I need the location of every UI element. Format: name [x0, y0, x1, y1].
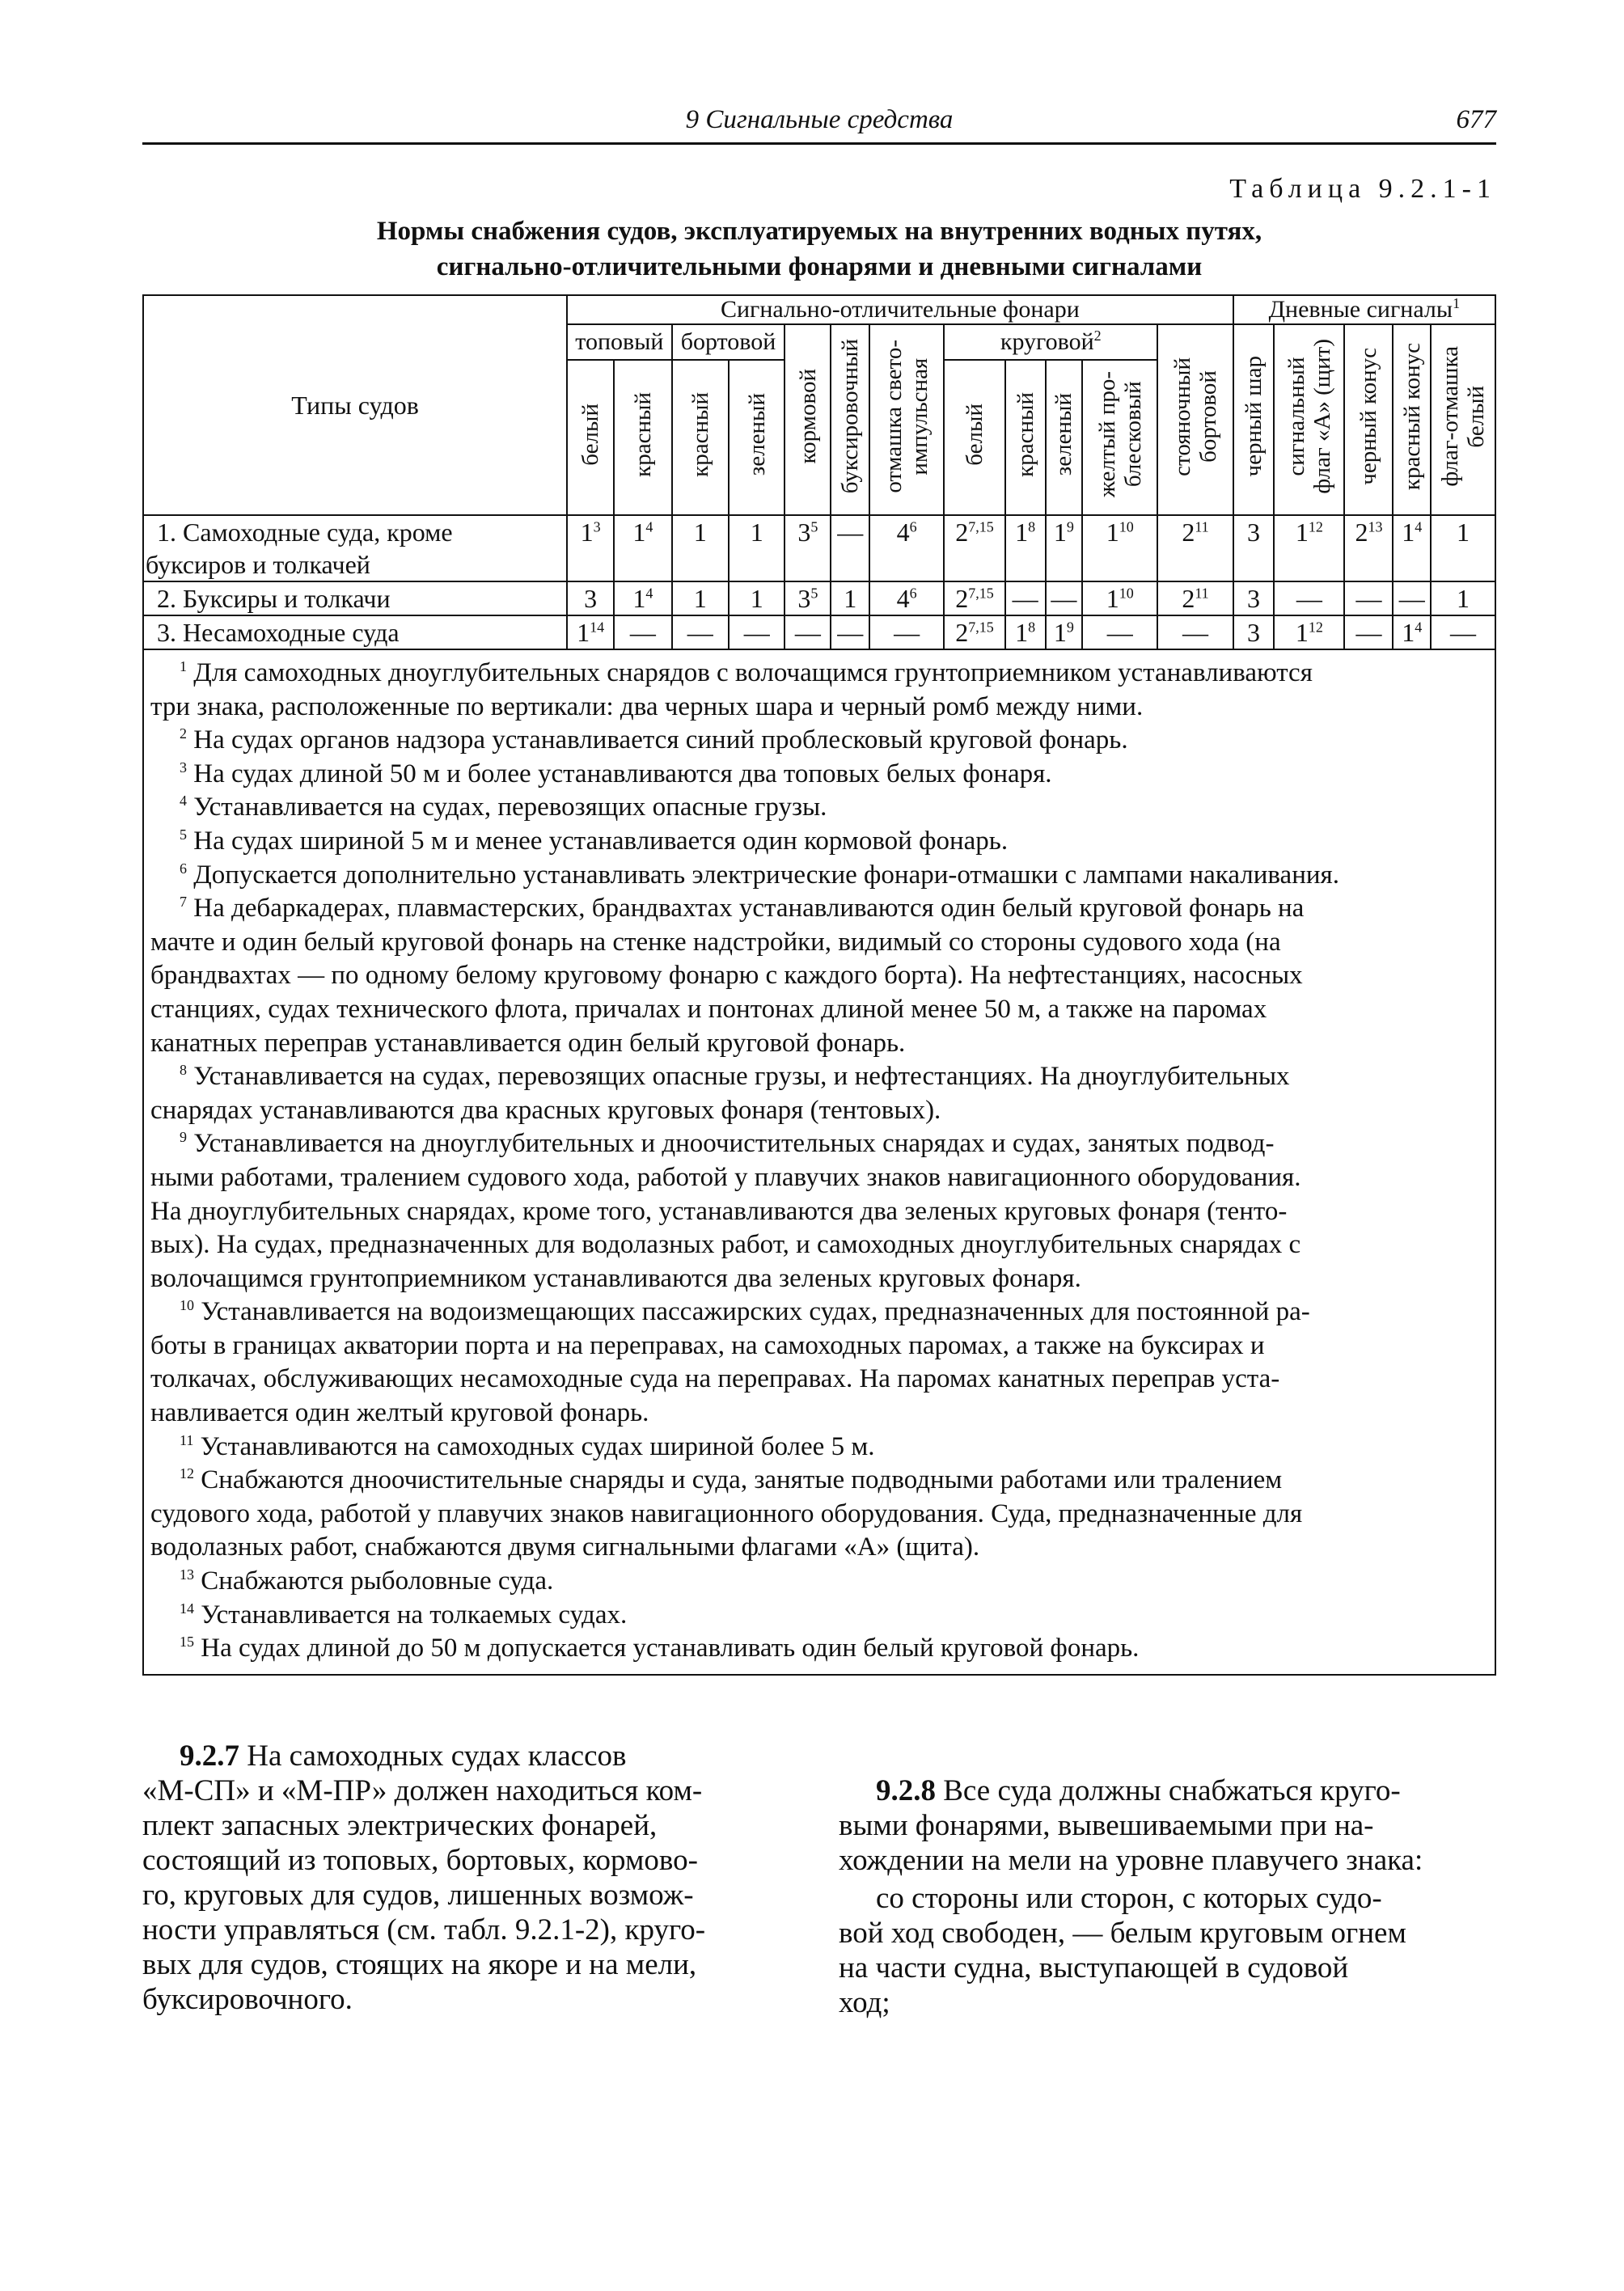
group-day-header [1233, 295, 1495, 324]
table-cell: 2$^{7,15}$ [944, 515, 1005, 581]
table-cell: — [785, 615, 831, 649]
section-9-2-8 [839, 1773, 1496, 2020]
col-label: желтый про- блесковый [1093, 370, 1146, 498]
col-header-round-yellow [1082, 360, 1157, 515]
table-cell: 1 [1431, 515, 1495, 581]
table-cell: — [831, 515, 869, 581]
table-cell: — [831, 615, 869, 649]
col-label: флаг-отмашка белый [1437, 346, 1490, 487]
col-label: черный шар [1241, 356, 1267, 477]
table-notes [143, 649, 1495, 1675]
section-text: На самоходных судах классов «М-СП» и «М-ПР» должен находиться ком- плект запасных электрических фонарей, состоящий из топовых, бортовых, кормово- го, круговых для судов, лишенных возмож- ности управляться (см. табл. 9.2.1-2), круго- вых для судов, стоящих на якоре и на мели, буксировочного. [142, 1739, 706, 2016]
col-label: буксировочный [837, 339, 864, 494]
table-cell: 2$^{7,15}$ [944, 581, 1005, 615]
table-cell: — [1393, 581, 1431, 615]
table-cell: $1^9$ [1046, 615, 1083, 649]
table-row [143, 515, 1495, 581]
sub-round-label: круговой [1000, 328, 1094, 355]
footnote: $^1$ Для самоходных дноуглубительных снарядов с волочащимся грунтоприемником устанавливаются три знака, расположенные по вертикали: два черных шара и черный ромб между ними. [150, 658, 1313, 721]
table-cell: — [1274, 581, 1344, 615]
table-cell: $2^{11}$ [1157, 515, 1233, 581]
sub-header-round [944, 324, 1157, 360]
footnote: $^7$ На дебаркадерах, плавмастерских, брандвахтах устанавливаются один белый круговой фонарь на мачте и один белый круговой фонарь на стенке надстройки, видимый со стороны судового хода (на брандвахтах — по одному белому круговому фонарю с каждого борта). На нефтестанциях, насосных станциях, судах технического флота, причалах и понтонах длиной менее 50 м, а также на паромах канатных переправ устанавливается один белый круговой фонарь. [150, 894, 1305, 1058]
table-cell: 1 [672, 515, 729, 581]
col-label: красный [1012, 391, 1038, 477]
col-header-round-white [944, 360, 1005, 515]
sub-round-sup: 2 [1093, 328, 1102, 344]
col-label: белый [577, 403, 604, 466]
col-label: белый [962, 403, 988, 466]
col-label: красный конус [1398, 342, 1425, 491]
col-label: сигнальный флаг «А» (щит) [1283, 339, 1335, 494]
table-cell: $1^3$ [567, 515, 614, 581]
table-cell: — [614, 615, 671, 649]
col-label: зеленый [1051, 392, 1077, 476]
table-cell: — [1431, 615, 1495, 649]
table-cell: $1^4$ [614, 581, 671, 615]
section-number: 9.2.8 [876, 1774, 936, 1807]
footnote: $^8$ Устанавливается на судах, перевозящих опасные грузы, и нефтестанциях. На дноуглубительных снарядах устанавливаются два красных круговых фонаря (тентовых). [150, 1062, 1290, 1125]
footnote: $^4$ Устанавливается на судах, перевозящих опасные грузы. [180, 793, 827, 822]
footnote: $^2$ На судах органов надзора устанавливается синий проблесковый круговой фонарь. [180, 725, 1128, 755]
corner-header: Типы судов [143, 295, 567, 515]
table-cell: 3 [1233, 581, 1275, 615]
table-cell: $1^{10}$ [1082, 581, 1157, 615]
page-number: 677 [1456, 105, 1496, 134]
table-cell: — [869, 615, 944, 649]
table-title-line: Нормы снабжения судов, эксплуатируемых на внутренних водных путях, [376, 217, 1262, 246]
col-label: стояночный бортовой [1169, 357, 1221, 476]
col-label: черный конус [1355, 348, 1382, 485]
footnote: $^{15}$ На судах длиной до 50 м допускается устанавливать один белый круговой фонарь. [180, 1634, 1140, 1663]
table-cell: $4^6$ [869, 581, 944, 615]
table-cell: $2^{13}$ [1344, 515, 1393, 581]
section-number: 9.2.7 [180, 1739, 239, 1773]
table-cell: $3^5$ [785, 581, 831, 615]
table-cell: — [672, 615, 729, 649]
table-cell: $1^{10}$ [1082, 515, 1157, 581]
group-lights-header: Сигнально-отличительные фонари [567, 295, 1233, 324]
footnote: $^{12}$ Снабжаются дноочистительные снаряды и суда, занятые подводными работами или тралением судового хода, работой у плавучих знаков навигационного оборудования. Суда, предназначенные для водолазных работ, снабжаются двумя сигнальными флагами «А» (щита). [150, 1465, 1303, 1562]
table-cell: 3 [1233, 515, 1275, 581]
table-cell: $3^5$ [785, 515, 831, 581]
table-cell: $1^4$ [1393, 615, 1431, 649]
table-cell: 3 [567, 581, 614, 615]
col-header-top-white [567, 360, 614, 515]
footnote: $^{13}$ Снабжаются рыболовные суда. [180, 1566, 554, 1596]
table-cell: $1^8$ [1005, 515, 1046, 581]
table-cell: 1 [1431, 581, 1495, 615]
table-cell: $1^{12}$ [1274, 515, 1344, 581]
col-header-otmashka [869, 324, 944, 515]
table-cell: $2^{11}$ [1157, 581, 1233, 615]
table-cell: $1^4$ [614, 515, 671, 581]
paragraph [142, 1739, 785, 2017]
col-header-side-red [672, 360, 729, 515]
table-title [142, 213, 1496, 285]
table-row [143, 581, 1495, 615]
col-header-buksir [831, 324, 869, 515]
section-text: Все суда должны снабжаться круго- выми фонарями, вывешиваемыми при на- хождении на мели на уровне плавучего знака: [839, 1774, 1423, 1877]
page-header [142, 104, 1496, 145]
table-body [143, 515, 1495, 649]
table-cell: — [1344, 581, 1393, 615]
col-header-round-red [1005, 360, 1046, 515]
col-header-kras-konus [1393, 324, 1431, 515]
col-header-kormovoy [785, 324, 831, 515]
col-header-side-green [729, 360, 785, 515]
table-cell: $1^8$ [1005, 615, 1046, 649]
table-cell: — [1082, 615, 1157, 649]
table-title-line: сигнально-отличительными фонарями и дневными сигналами [436, 252, 1203, 281]
row-name: 2. Буксиры и толкачи [143, 581, 567, 615]
table-cell: 1 [831, 581, 869, 615]
supply-table [142, 294, 1496, 1676]
row-name: 1. Самоходные суда, кроме буксиров и толкачей [143, 515, 567, 581]
table-cell: — [1005, 581, 1046, 615]
table-cell: 3 [1233, 615, 1275, 649]
col-header-chern-konus [1344, 324, 1393, 515]
table-cell: 2$^{7,15}$ [944, 615, 1005, 649]
table-cell: $1^{12}$ [1274, 615, 1344, 649]
table-cell: $1^9$ [1046, 515, 1083, 581]
footnote: $^9$ Устанавливается на дноуглубительных и дноочистительных снарядах и судах, занятых подвод- ными работами, тралением судового хода, работой у плавучих знаков навигационного оборудования. На дноуглубительных снарядах, кроме того, устанавливаются два зеленых круговых фонаря (тенто- вых). На судах, предназначенных для водолазных работ, и самоходных дноуглубительных снарядах с волочащимся грунтоприемником устанавливаются два зеленых круговых фонаря. [150, 1129, 1301, 1293]
footnote: $^5$ На судах шириной 5 м и менее устанавливается один кормовой фонарь. [180, 826, 1009, 856]
row-name: 3. Несамоходные суда [143, 615, 567, 649]
table-cell: — [1344, 615, 1393, 649]
col-header-stoyanochny [1157, 324, 1233, 515]
table-cell: $1^4$ [1393, 515, 1431, 581]
sub-header-top: топовый [567, 324, 671, 360]
table-label: Таблица 9.2.1-1 [1229, 174, 1496, 204]
group-day-label: Дневные сигналы [1268, 296, 1453, 323]
table-cell: $1^{14}$ [567, 615, 614, 649]
table-cell: — [1157, 615, 1233, 649]
group-day-sup: 1 [1453, 295, 1461, 311]
footnote: $^6$ Допускается дополнительно устанавливать электрические фонари-отмашки с лампами накаливания. [180, 860, 1339, 890]
col-label: красный [629, 391, 656, 477]
table-cell: 1 [672, 581, 729, 615]
sub-header-side: бортовой [672, 324, 785, 360]
table-cell: 1 [729, 515, 785, 581]
col-label: зеленый [743, 392, 770, 476]
col-header-round-green [1046, 360, 1083, 515]
paragraph: со стороны или сторон, с которых судо- вой ход свободен, — белым круговым огнем на части судна, выступающей в судовой ход; [839, 1882, 1406, 2019]
col-label: кормовой [794, 369, 821, 464]
col-header-flag-otmashka [1431, 324, 1495, 515]
footnote: $^{14}$ Устанавливается на толкаемых судах. [180, 1600, 628, 1629]
table-cell: 1 [729, 581, 785, 615]
footnote: $^3$ На судах длиной 50 м и более устанавливаются два топовых белых фонаря. [180, 759, 1052, 788]
table-cell: — [729, 615, 785, 649]
footnote: $^{10}$ Устанавливается на водоизмещающих пассажирских судах, предназначенных для постоянной ра- боты в границах акватории порта и на переправах, на самоходных паромах, а также на буксирах и толкачах, обслуживающих несамоходные суда на переправах. На паромах канатных переправ уста- навливается один желтый круговой фонарь. [150, 1297, 1310, 1428]
header-title: 9 Сигнальные средства [685, 105, 954, 134]
col-label: отмашка свето- импульсная [881, 340, 933, 493]
table-cell: $4^6$ [869, 515, 944, 581]
table-row [143, 615, 1495, 649]
paragraph [839, 1773, 1496, 1878]
col-label: красный [687, 391, 713, 477]
footnote: $^{11}$ Устанавливаются на самоходных судах шириной более 5 м. [180, 1431, 875, 1461]
col-header-chern-shar [1233, 324, 1275, 515]
section-9-2-7 [142, 1739, 785, 2017]
table-cell: — [1046, 581, 1083, 615]
col-header-top-red [614, 360, 671, 515]
col-header-signal-flag [1274, 324, 1344, 515]
